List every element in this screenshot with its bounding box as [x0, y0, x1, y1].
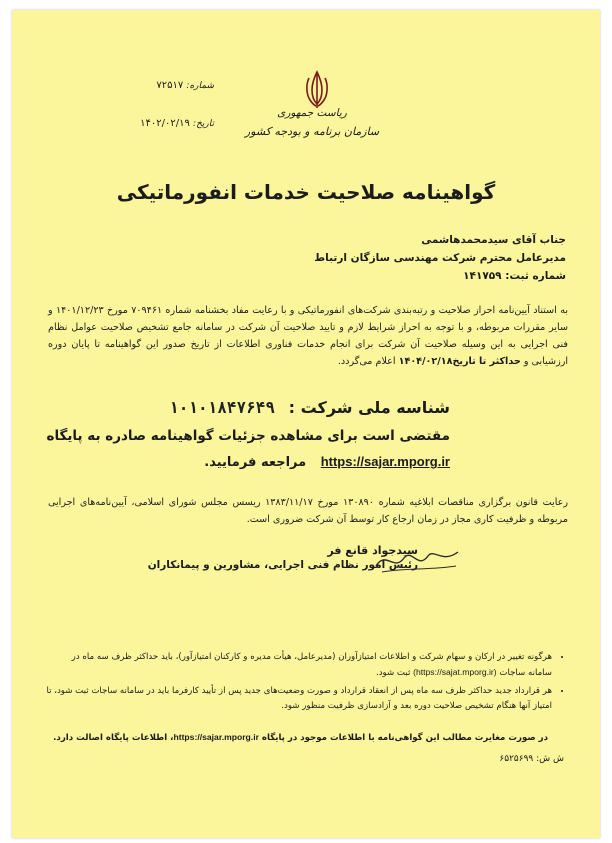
handwritten-signature-icon [372, 540, 462, 578]
letter-number [40, 80, 220, 91]
note-1-part-2: ثبت شود. [375, 668, 414, 678]
notes-section [46, 650, 566, 717]
org-line-1: ریاست جمهوری [277, 107, 347, 119]
letter-date-value: ۱۴۰۲/۰۲/۱۹ [140, 118, 190, 129]
org-line-2: سازمان برنامه و بودجه کشور [244, 125, 380, 138]
certificate-title: گواهینامه صلاحیت خدمات انفورماتیکی [116, 180, 496, 204]
footer-code: ش ش: ۶۵۲۵۶۹۹ [499, 754, 564, 764]
body-text-part-1: به استناد آیین‌نامه احراز صلاحیت و رتبه‌بندی شرکت‌های انفورماتیکی و با رعایت مفاد بخشنامه شماره ۷۰۹۴۶۱ مورخ ۱۴۰۱/۱۲/۲۳ و سایر مقررات مربوطه، و با توجه به احراز شرایط لازم و تایید صلاحیت آن شرکت در سامانه جامع تشخیص صلاحیت عوامل نظام فنی اجرایی به این وسیله صلاحیت آن شرکت برای انجام خدمات فناوری اطلاعات از تاریخ صدور این گواهینامه تا پایان دوره ارزشیابی و [48, 305, 569, 367]
letter-number-value: ۷۲۵۱۷ [156, 80, 184, 91]
iran-emblem-icon [303, 70, 331, 110]
national-id-value: ۱۰۱۰۱۸۴۷۶۴۹ [169, 398, 276, 417]
letter-number-label: شماره: [186, 81, 214, 91]
registration-label: شماره ثبت: [505, 270, 566, 282]
body-text-part-2: اعلام می‌گردد. [337, 356, 399, 367]
validity-deadline: حداکثر تا تاریخ۱۴۰۴/۰۲/۱۸ [398, 356, 521, 367]
note-item: • هر قرارداد جدید حداکثر ظرف سه ماه پس از انعقاد قرارداد و صورت وضعیت‌های جدید پس از تأیید کارفرما باید در سامانه ساجات ثبت شود، تا امتیاز آنها هنگام تشخیص صلاحیت دوره بعد و آزادسازی ظرفیت منظور شود. [46, 684, 552, 714]
discrepancy-warning [53, 732, 548, 743]
sajar-link[interactable]: https://sajar.mporg.ir [320, 454, 450, 469]
request-text: مقتضی است برای مشاهده جزئیات گواهینامه صادره به پایگاه [46, 428, 450, 444]
registration-number [463, 270, 566, 282]
signatory-name: سیدجواد قانع فر [327, 544, 418, 557]
sajat-link[interactable]: (https://sajat.mporg.ir) [413, 667, 497, 677]
national-id [169, 398, 450, 417]
reference-line [204, 454, 450, 470]
warning-part-1: در صورت مغایرت مطالب این گواهی‌نامه با اطلاعات موجود در پایگاه [258, 733, 548, 743]
note-1-part-1: هرگونه تغییر در ارکان و سهام شرکت و اطلاعات امتیازآوران (مدیرعامل، هیأت مدیره و کارکنان امتیازآور)، باید حداکثر ظرف سه ماه در سامانه ساجات [71, 652, 552, 678]
signatory-title: رئیس امور نظام فنی اجرایی، مشاورین و پیمانکاران [147, 559, 418, 571]
certificate-body [48, 302, 568, 370]
letter-date [40, 118, 220, 129]
addressee-name: جناب آقای سیدمحمدهاشمی [421, 234, 566, 246]
national-id-label: شناسه ملی شرکت : [288, 398, 450, 417]
warning-part-2: ، اطلاعات پایگاه اصالت دارد. [53, 733, 174, 743]
warning-link[interactable]: https://sajar.mporg.ir [173, 732, 259, 742]
addressee-company: مدیرعامل محترم شرکت مهندسی سازگان ارتباط [314, 252, 566, 264]
registration-value: ۱۴۱۷۵۹ [463, 270, 502, 282]
reference-suffix: مراجعه فرمایید. [204, 455, 307, 470]
note-item [46, 650, 552, 681]
law-compliance-text: رعایت قانون برگزاری مناقصات ابلاغیه شماره ۱۳۰۸۹۰ مورخ ۱۳۸۳/۱۱/۱۷ ریسس مجلس شورای اسلامی، آیین‌نامه‌های اجرایی مربوطه و ظرفیت کاری مجاز در زمان ارجاع کار توسط آن شرکت ضروری است. [48, 497, 568, 525]
letter-date-label: تاریخ: [193, 119, 214, 129]
certificate-page [12, 10, 600, 838]
